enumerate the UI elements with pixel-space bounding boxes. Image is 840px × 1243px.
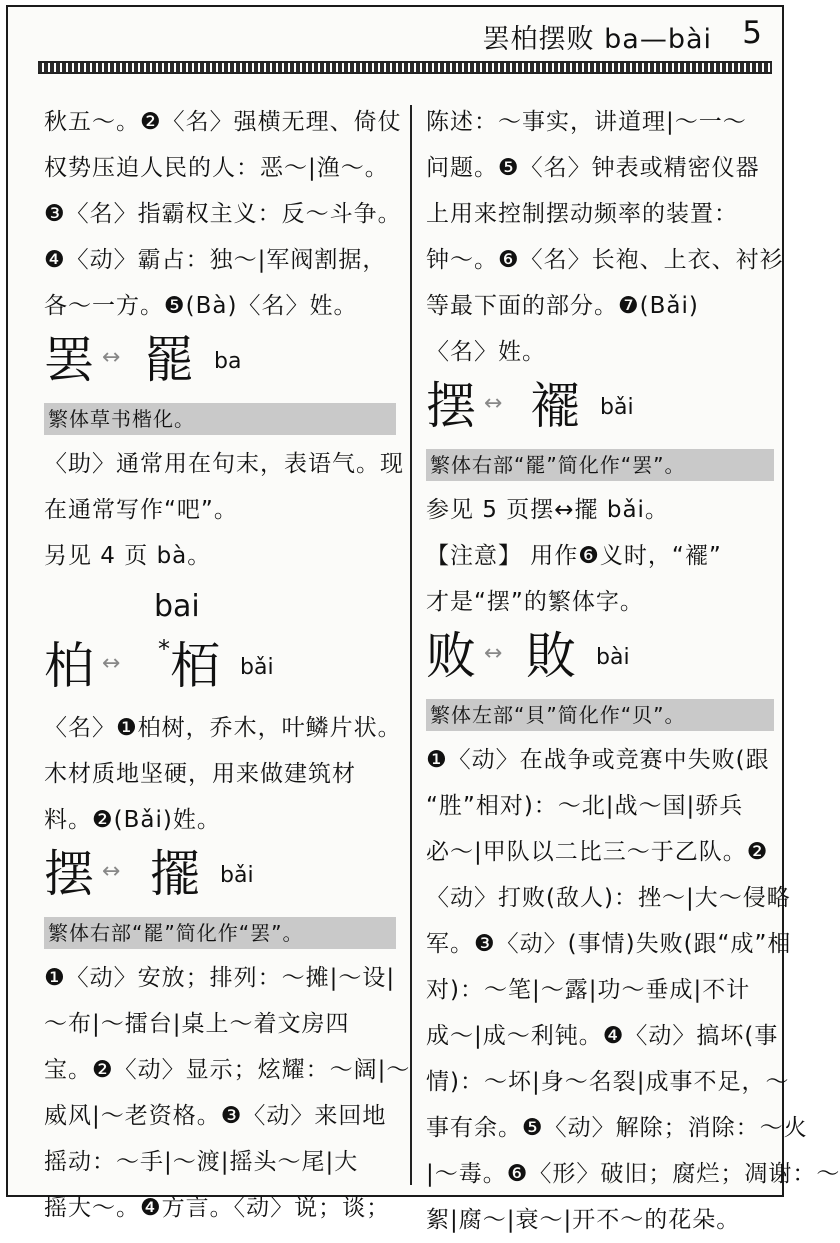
simplified-char: 柏 xyxy=(44,637,94,695)
column-divider xyxy=(410,105,412,1185)
pinyin: bài xyxy=(596,645,630,670)
arrow-icon: ↔ xyxy=(484,391,503,416)
text-line: 摇动：～手|～渡|摇头～尾|大 xyxy=(44,1149,359,1175)
entry-headword xyxy=(44,843,396,913)
text-line: 〈名〉姓。 xyxy=(426,339,546,365)
arrow-icon: ↔ xyxy=(102,651,121,676)
traditional-char: 栢 xyxy=(170,637,220,695)
text-line: 事有余。❺〈动〉解除；消除：～火 xyxy=(426,1115,808,1141)
traditional-char: 敗 xyxy=(526,627,576,685)
running-head: 罢柏摆败 ba—bài xyxy=(482,24,712,55)
simplified-char: 摆 xyxy=(426,377,476,435)
right-column xyxy=(426,99,840,1243)
text-line: 威风|～老资格。❸〈动〉来回地 xyxy=(44,1103,387,1129)
text-line: ❸〈名〉指霸权主义：反～斗争。 xyxy=(44,201,402,227)
text-line: 参见 5 页摆↔擺 bǎi。 xyxy=(426,497,669,523)
simplification-note: 繁体右部“罷”简化作“罢”。 xyxy=(44,917,396,949)
text-line: |～毒。❻〈形〉破旧；腐烂；凋谢：～ xyxy=(426,1161,840,1187)
text-line: 〈助〉通常用在句末，表语气。现 xyxy=(44,451,404,477)
simplification-note: 繁体右部“罷”简化作“罢”。 xyxy=(426,449,774,481)
text-line: ❹〈动〉霸占：独～|军阀割据， xyxy=(44,247,387,273)
entry-headword xyxy=(44,635,396,705)
text-line: 等最下面的部分。❼(Bǎi) xyxy=(426,293,699,319)
text-line: 成～|成～利钝。❹〈动〉搞坏(事 xyxy=(426,1023,779,1049)
syllable-heading: bai xyxy=(154,589,200,624)
entry-headword xyxy=(426,375,774,445)
text-line: 必～|甲队以二比三～于乙队。❷ xyxy=(426,839,769,865)
text-line: 问题。❺〈名〉钟表或精密仪器 xyxy=(426,155,760,181)
pinyin: bǎi xyxy=(220,863,254,888)
text-line: 【注意】 用作❻义时，“襬” xyxy=(426,543,722,569)
text-line: ～布|～擂台|桌上～着文房四 xyxy=(44,1011,350,1037)
text-line: 宝。❷〈动〉显示；炫耀：～阔|～ xyxy=(44,1057,411,1083)
text-line: 陈述：～事实，讲道理|～一～ xyxy=(426,109,747,135)
text-line: 情)：～坏|身～名裂|成事不足，～ xyxy=(426,1069,790,1095)
text-line: 才是“摆”的繁体字。 xyxy=(426,589,644,615)
left-column xyxy=(44,99,411,1231)
arrow-icon: ↔ xyxy=(102,859,121,884)
arrow-icon: ↔ xyxy=(484,641,503,666)
simplification-note: 繁体左部“貝”简化作“贝”。 xyxy=(426,699,774,731)
text-line: 对)：～笔|～露|功～垂成|不计 xyxy=(426,977,751,1003)
text-line: 在通常写作“吧”。 xyxy=(44,497,238,523)
text-line: ❶〈动〉安放；排列：～摊|～设| xyxy=(44,965,396,991)
simplified-char: 摆 xyxy=(44,845,94,903)
text-line: ❶〈动〉在战争或竞赛中失败(跟 xyxy=(426,747,770,773)
text-line: 〈动〉打败(敌人)：挫～|大～侵略 xyxy=(426,885,791,911)
text-line: 料。❷(Bǎi)姓。 xyxy=(44,807,221,833)
traditional-char: 襬 xyxy=(530,377,580,435)
text-line: 权势压迫人民的人：恶～|渔～。 xyxy=(44,155,389,181)
text-line: 军。❸〈动〉(事情)失败(跟“成”相 xyxy=(426,931,792,957)
text-line: 上用来控制摆动频率的装置： xyxy=(426,201,738,227)
traditional-char: 擺 xyxy=(150,845,200,903)
simplified-char: 败 xyxy=(426,627,476,685)
dictionary-page xyxy=(6,5,840,1233)
text-line: “胜”相对)：～北|战～国|骄兵 xyxy=(426,793,744,819)
pinyin: ba xyxy=(214,349,242,374)
entry-headword xyxy=(426,625,774,695)
text-line: 秋五～。❷〈名〉强横无理、倚仗 xyxy=(44,109,402,135)
text-line: 钟～。❻〈名〉长袍、上衣、衬衫 xyxy=(426,247,784,273)
pinyin: bǎi xyxy=(600,395,634,420)
page-number: 5 xyxy=(742,15,762,51)
arrow-icon: ↔ xyxy=(102,345,121,370)
text-line: 摇大～。❹方言。〈动〉说；谈； xyxy=(44,1195,391,1221)
simplified-char: 罢 xyxy=(44,331,94,389)
text-line: 木材质地坚硬，用来做建筑材 xyxy=(44,761,356,787)
text-line: 另见 4 页 bà。 xyxy=(44,543,212,569)
text-line: 〈名〉❶柏树，乔木，叶鳞片状。 xyxy=(44,715,402,741)
text-line: 絮|腐～|衰～|开不～的花朵。 xyxy=(426,1207,741,1233)
pinyin: bǎi xyxy=(240,655,274,680)
entry-headword xyxy=(44,329,396,399)
page-header xyxy=(8,7,782,69)
traditional-char: 罷 xyxy=(144,331,194,389)
header-rule xyxy=(38,61,772,74)
simplification-note: 繁体草书楷化。 xyxy=(44,403,396,435)
text-line: 各～一方。❺(Bà)〈名〉姓。 xyxy=(44,293,358,319)
star-mark: * xyxy=(158,635,170,663)
